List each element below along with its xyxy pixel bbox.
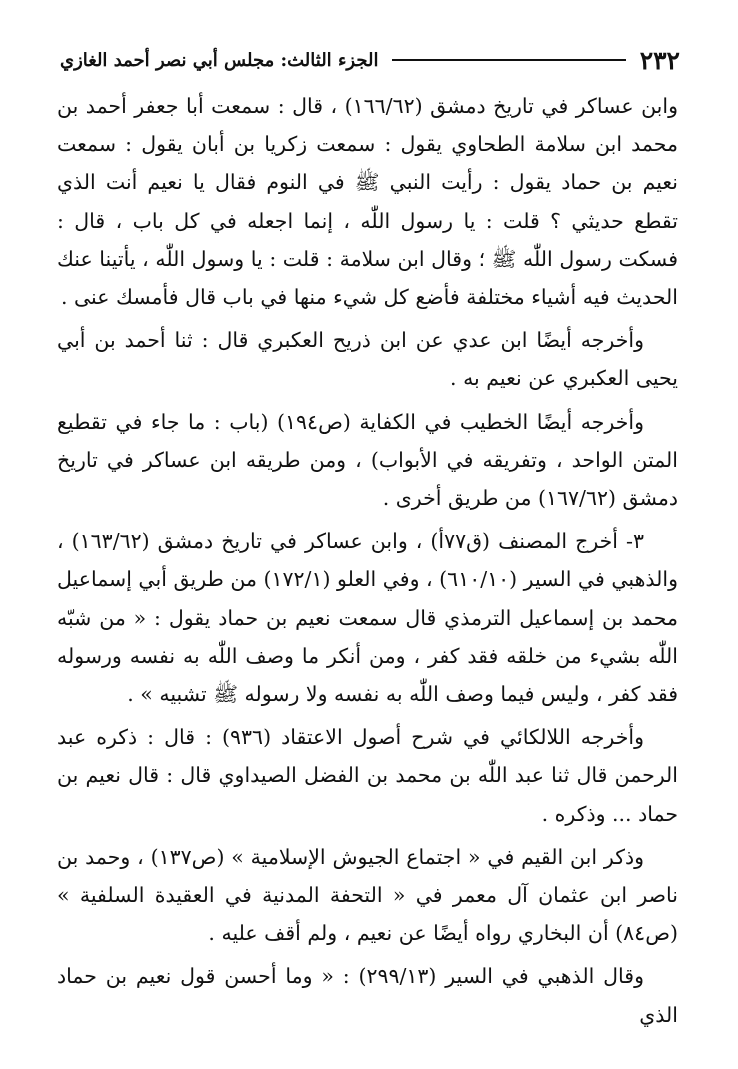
paragraph-2: وأخرجه أيضًا ابن عدي عن ابن ذريح العكبري قال : ثنا أحمد بن أبي يحيى العكبري عن نعيم به .	[57, 328, 678, 391]
body-text	[57, 87, 678, 1039]
paragraph-4: ٣- أخرج المصنف (ق٧٧أ) ، وابن عساكر في تاريخ دمشق (١٦٣/٦٢) ، والذهبي في السير (٦١٠/١٠) ، وفي العلو (١٧٢/١) من طريق أبي إسماعيل محمد بن إسماعيل الترمذي قال سمعت نعيم بن حماد يقول : « من شبّه اللّٰه بشيء من خلقه فقد كفر ، ومن أنكر ما وصف اللّٰه به نفسه ورسوله فقد كفر ، وليس فيما وصف اللّٰه به نفسه ولا رسوله ﷺ تشبيه » .	[57, 529, 679, 707]
header-rule	[392, 59, 625, 61]
paragraph-6: وذكر ابن القيم في « اجتماع الجيوش الإسلامية » (ص١٣٧) ، وحمد بن ناصر ابن عثمان آل معمر في « التحفة المدنية في العقيدة السلفية » (ص٨٤) أن البخاري رواه أيضًا عن نعيم ، ولم أقف عليه .	[57, 844, 678, 946]
paragraph-3: وأخرجه أيضًا الخطيب في الكفاية (ص١٩٤) (باب : ما جاء في تقطيع المتن الواحد ، وتفريقه في الأبواب) ، ومن طريقه ابن عساكر في تاريخ دمشق (١٦٧/٦٢) من طريق أخرى .	[57, 409, 678, 511]
page-header	[60, 40, 680, 80]
paragraph-1: وابن عساكر في تاريخ دمشق (١٦٦/٦٢) ، قال : سمعت أبا جعفر أحمد بن محمد ابن سلامة الطحاوي يقول : سمعت زكريا بن أبان يقول : سمعت نعيم بن حماد يقول : رأيت النبي ﷺ في النوم فقال يا نعيم أنت الذي تقطع حديثي ؟ قلت : يا رسول اللّٰه ، إنما اجعله في كل باب ، قال : فسكت رسول اللّٰه ﷺ ؛ وقال ابن سلامة : قلت : يا وسول اللّٰه ، يأتينا عنك الحديث فيه أشياء مختلفة فأضع كل شيء منها في باب قال فأمسك عنى .	[57, 94, 678, 310]
running-title: الجزء الثالث: مجلس أبي نصر أحمد الغازي	[60, 49, 379, 71]
page-number: ٢٣٢	[639, 45, 680, 75]
paragraph-5: وأخرجه اللالكائي في شرح أصول الاعتقاد (٩٣٦) : قال : ذكره عبد الرحمن قال ثنا عبد اللّٰه بن محمد بن الفضل الصيداوي قال : قال نعيم بن حماد ... وذكره .	[57, 725, 678, 826]
paragraph-7: وقال الذهبي في السير (٢٩٩/١٣) : « وما أحسن قول نعيم بن حماد الذي	[57, 964, 678, 1027]
